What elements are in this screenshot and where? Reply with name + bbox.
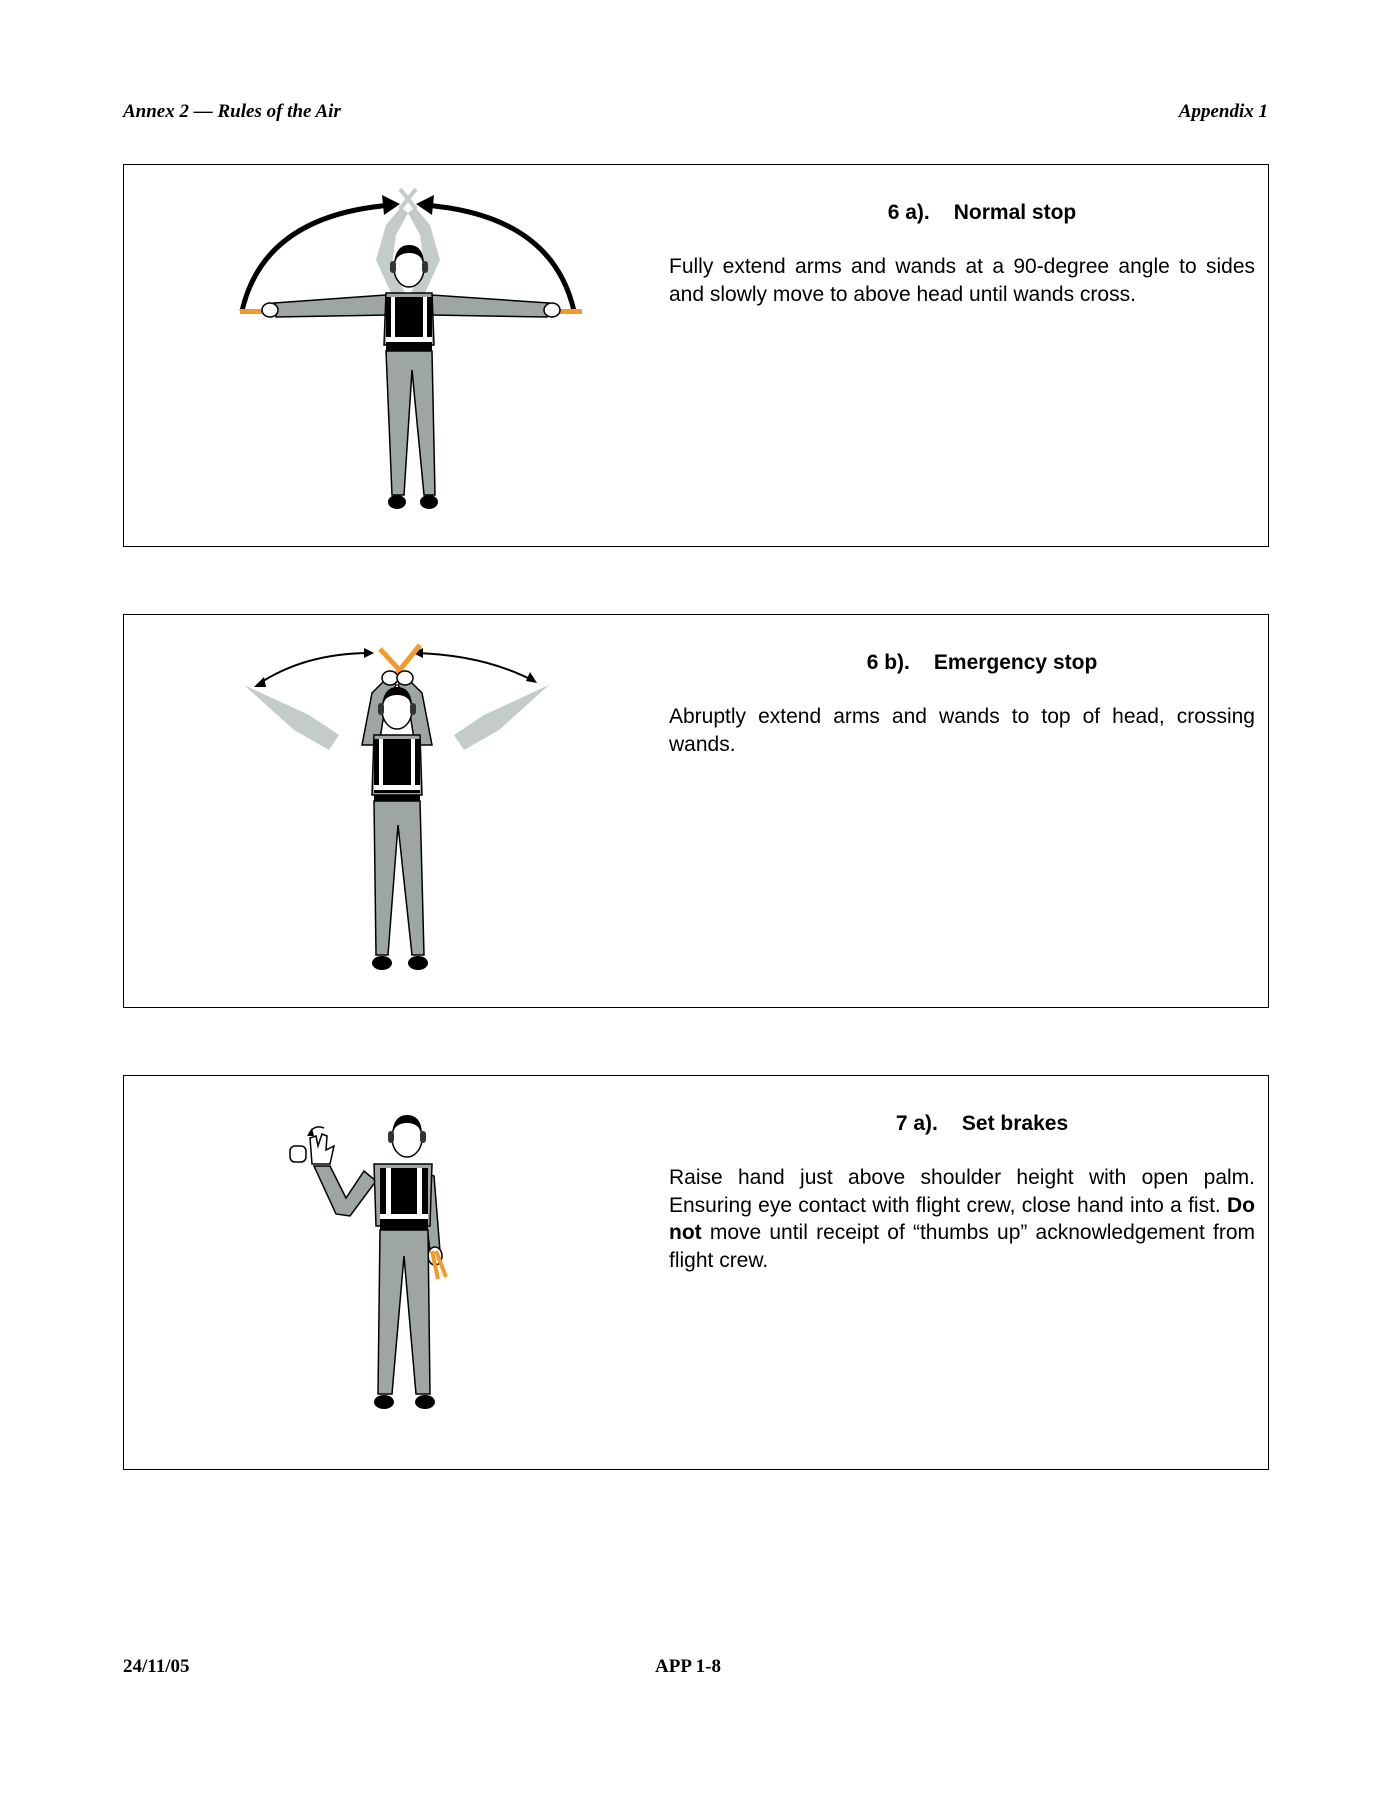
normal-stop-illustration xyxy=(124,165,664,546)
signal-heading xyxy=(709,651,1255,675)
signal-text-emergency-stop xyxy=(669,651,1255,758)
description-part-1: Raise hand just above shoulder height with open palm. Ensuring eye contact with flight crew, close hand into a fist. xyxy=(669,1166,1255,1217)
signal-description xyxy=(669,1164,1255,1274)
signal-panel-normal-stop xyxy=(123,164,1269,547)
running-header-section: Appendix 1 xyxy=(1178,101,1268,122)
signal-title: Normal stop xyxy=(953,201,1077,224)
set-brakes-illustration xyxy=(124,1076,664,1469)
marshaller-set-brakes-icon xyxy=(124,1076,664,1469)
signal-text-set-brakes xyxy=(669,1112,1255,1274)
signal-text-normal-stop xyxy=(669,201,1255,308)
signal-title: Set brakes xyxy=(961,1112,1069,1135)
signal-number: 6 b). xyxy=(866,651,910,674)
signal-panel-emergency-stop xyxy=(123,614,1269,1008)
running-header-title: Annex 2 — Rules of the Air xyxy=(123,101,341,122)
signal-title: Emergency stop xyxy=(933,651,1098,674)
emergency-stop-illustration xyxy=(124,615,664,1007)
description-emphasis: Do not xyxy=(669,1193,1255,1244)
marshaller-emergency-stop-icon xyxy=(124,615,664,1007)
signal-number: 6 a). xyxy=(887,201,930,224)
signal-number: 7 a). xyxy=(895,1112,938,1135)
signal-heading xyxy=(709,1112,1255,1136)
description-part-2: move until receipt of “thumbs up” acknowledgement from flight crew. xyxy=(669,1221,1255,1272)
signal-panel-set-brakes xyxy=(123,1075,1269,1470)
footer-page-number: APP 1-8 xyxy=(655,1656,721,1677)
marshaller-normal-stop-icon xyxy=(124,165,664,546)
footer-date: 24/11/05 xyxy=(123,1656,190,1677)
signal-description: Fully extend arms and wands at a 90-degree angle to sides and slowly move to above head until wands cross. xyxy=(669,255,1255,306)
signal-heading xyxy=(709,201,1255,225)
signal-description: Abruptly extend arms and wands to top of head, crossing wands. xyxy=(669,705,1255,756)
